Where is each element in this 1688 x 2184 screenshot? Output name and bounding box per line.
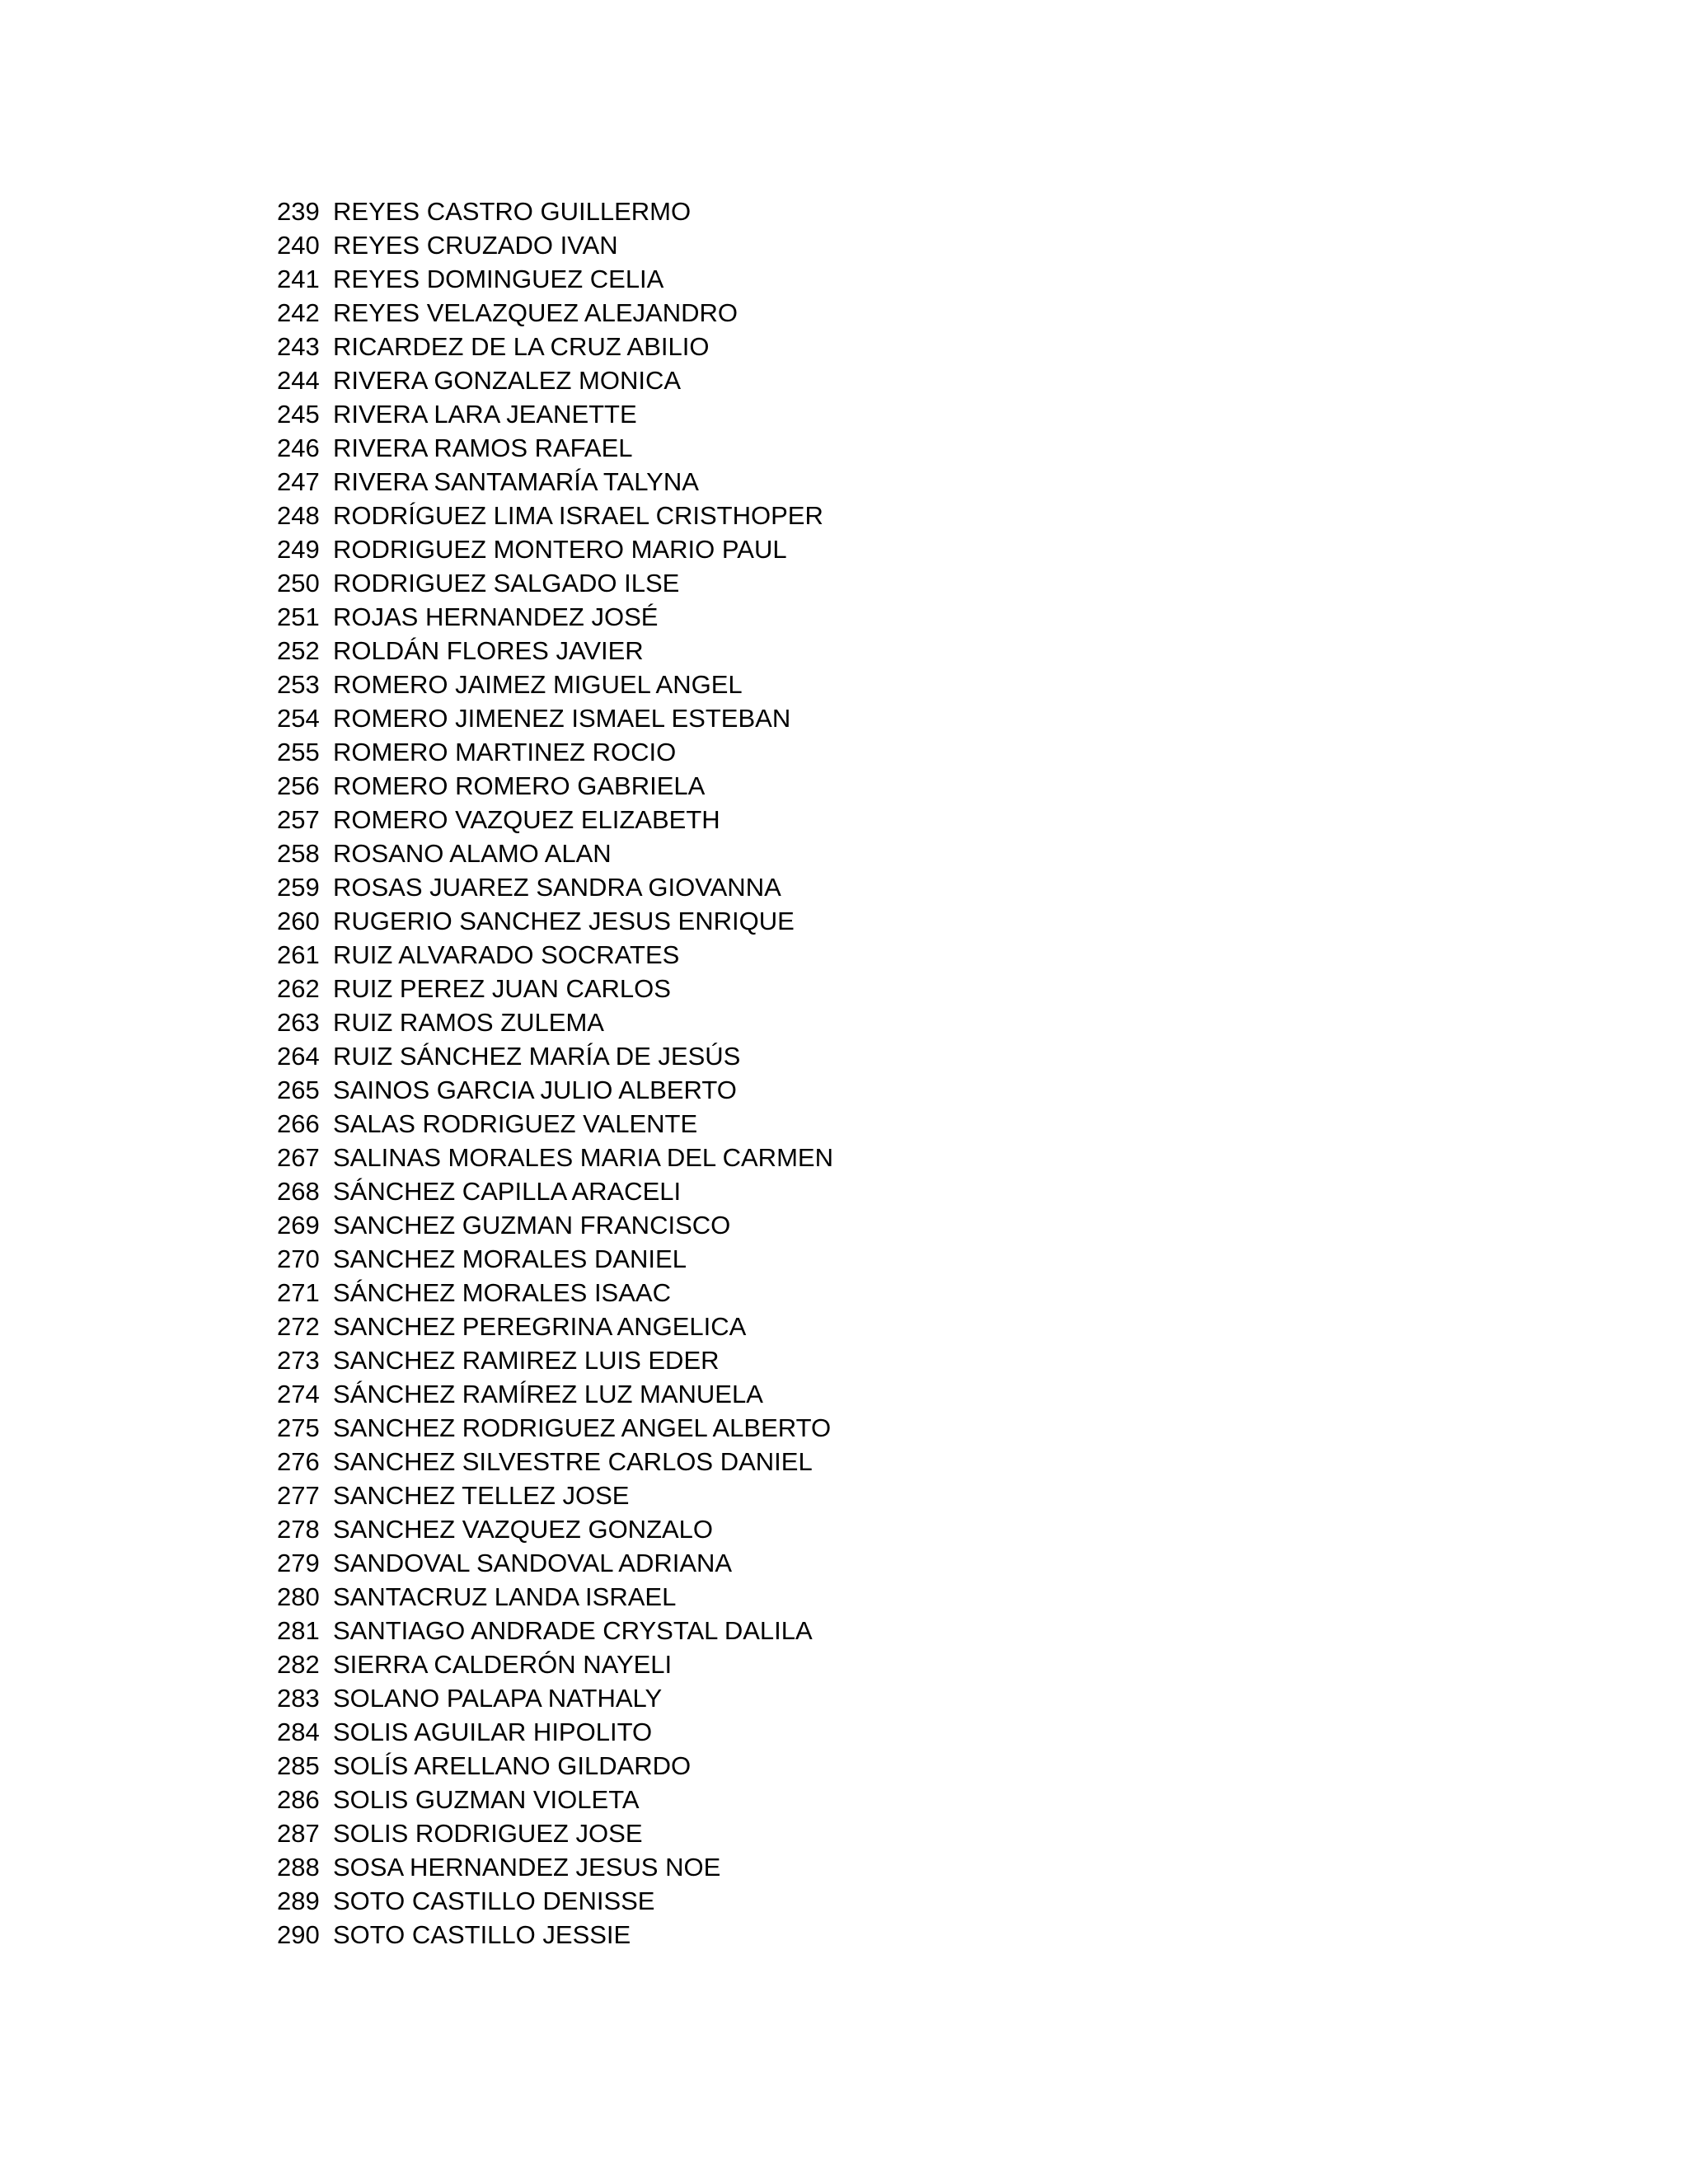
list-item xyxy=(277,1005,833,1039)
list-item xyxy=(277,1546,833,1580)
list-item xyxy=(277,1445,833,1479)
row-name: SANDOVAL SANDOVAL ADRIANA xyxy=(333,1549,733,1577)
list-item xyxy=(277,600,833,634)
row-number: 268 xyxy=(277,1177,320,1206)
list-item xyxy=(277,1850,833,1884)
row-name: REYES CRUZADO IVAN xyxy=(333,231,618,260)
list-item xyxy=(277,1073,833,1107)
row-number: 269 xyxy=(277,1211,320,1240)
row-number: 290 xyxy=(277,1920,320,1949)
row-number: 250 xyxy=(277,569,320,598)
row-name: SOLIS GUZMAN VIOLETA xyxy=(333,1785,640,1814)
row-number: 260 xyxy=(277,907,320,935)
row-number: 266 xyxy=(277,1109,320,1138)
row-name: SOSA HERNANDEZ JESUS NOE xyxy=(333,1853,721,1882)
row-name: ROMERO JAIMEZ MIGUEL ANGEL xyxy=(333,670,743,699)
row-number: 283 xyxy=(277,1684,320,1713)
row-number: 279 xyxy=(277,1549,320,1577)
list-item xyxy=(277,1343,833,1377)
list-item xyxy=(277,1715,833,1749)
row-name: ROSANO ALAMO ALAN xyxy=(333,839,612,868)
list-item xyxy=(277,701,833,735)
row-name: SOLANO PALAPA NATHALY xyxy=(333,1684,663,1713)
row-number: 275 xyxy=(277,1413,320,1442)
list-item xyxy=(277,1918,833,1952)
list-item xyxy=(277,634,833,668)
row-name: RIVERA RAMOS RAFAEL xyxy=(333,434,633,462)
row-number: 256 xyxy=(277,771,320,800)
row-number: 281 xyxy=(277,1616,320,1645)
row-number: 289 xyxy=(277,1886,320,1915)
list-item xyxy=(277,330,833,363)
row-number: 274 xyxy=(277,1380,320,1408)
row-name: REYES DOMINGUEZ CELIA xyxy=(333,265,664,293)
list-item xyxy=(277,296,833,330)
row-name: SIERRA CALDERÓN NAYELI xyxy=(333,1650,673,1679)
list-item xyxy=(277,1208,833,1242)
row-number: 240 xyxy=(277,231,320,260)
row-number: 271 xyxy=(277,1278,320,1307)
row-number: 267 xyxy=(277,1143,320,1172)
row-number: 258 xyxy=(277,839,320,868)
row-number: 246 xyxy=(277,434,320,462)
row-name: SOLÍS ARELLANO GILDARDO xyxy=(333,1751,692,1780)
row-number: 251 xyxy=(277,602,320,631)
row-name: RUGERIO SANCHEZ JESUS ENRIQUE xyxy=(333,907,795,935)
list-item xyxy=(277,1647,833,1681)
row-name: SAINOS GARCIA JULIO ALBERTO xyxy=(333,1076,737,1104)
row-name: ROMERO ROMERO GABRIELA xyxy=(333,771,706,800)
row-number: 263 xyxy=(277,1008,320,1037)
row-name: SÁNCHEZ MORALES ISAAC xyxy=(333,1278,671,1307)
row-number: 277 xyxy=(277,1481,320,1510)
row-name: SOTO CASTILLO JESSIE xyxy=(333,1920,631,1949)
row-number: 245 xyxy=(277,400,320,429)
row-number: 276 xyxy=(277,1447,320,1476)
row-name: ROLDÁN FLORES JAVIER xyxy=(333,636,644,665)
row-name: SANCHEZ GUZMAN FRANCISCO xyxy=(333,1211,731,1240)
row-name: SANCHEZ RODRIGUEZ ANGEL ALBERTO xyxy=(333,1413,832,1442)
list-item xyxy=(277,1242,833,1276)
row-number: 261 xyxy=(277,940,320,969)
list-item xyxy=(277,668,833,701)
list-item xyxy=(277,1614,833,1647)
row-name: SOLIS AGUILAR HIPOLITO xyxy=(333,1718,653,1746)
row-name: SANCHEZ VAZQUEZ GONZALO xyxy=(333,1515,714,1544)
row-number: 255 xyxy=(277,738,320,766)
list-item xyxy=(277,904,833,938)
row-number: 249 xyxy=(277,535,320,564)
row-name: SÁNCHEZ CAPILLA ARACELI xyxy=(333,1177,682,1206)
row-number: 278 xyxy=(277,1515,320,1544)
row-number: 253 xyxy=(277,670,320,699)
list-item xyxy=(277,1580,833,1614)
list-item xyxy=(277,1377,833,1411)
list-item xyxy=(277,735,833,769)
list-item xyxy=(277,363,833,397)
row-number: 252 xyxy=(277,636,320,665)
row-name: SOTO CASTILLO DENISSE xyxy=(333,1886,655,1915)
row-name: SALINAS MORALES MARIA DEL CARMEN xyxy=(333,1143,833,1172)
row-number: 242 xyxy=(277,298,320,327)
list-item xyxy=(277,1039,833,1073)
row-number: 243 xyxy=(277,332,320,361)
row-number: 284 xyxy=(277,1718,320,1746)
row-name: SANTIAGO ANDRADE CRYSTAL DALILA xyxy=(333,1616,813,1645)
row-name: REYES VELAZQUEZ ALEJANDRO xyxy=(333,298,738,327)
row-number: 282 xyxy=(277,1650,320,1679)
row-number: 273 xyxy=(277,1346,320,1375)
list-item xyxy=(277,837,833,870)
row-number: 259 xyxy=(277,873,320,902)
list-item xyxy=(277,803,833,837)
row-name: SANCHEZ TELLEZ JOSE xyxy=(333,1481,630,1510)
row-name: RIVERA LARA JEANETTE xyxy=(333,400,637,429)
row-number: 241 xyxy=(277,265,320,293)
list-item xyxy=(277,1884,833,1918)
list-item xyxy=(277,431,833,465)
row-name: RUIZ SÁNCHEZ MARÍA DE JESÚS xyxy=(333,1042,741,1071)
name-list xyxy=(277,194,833,1952)
row-name: SANTACRUZ LANDA ISRAEL xyxy=(333,1582,677,1611)
row-name: SÁNCHEZ RAMÍREZ LUZ MANUELA xyxy=(333,1380,763,1408)
row-number: 262 xyxy=(277,974,320,1003)
list-item xyxy=(277,972,833,1005)
row-name: SANCHEZ PEREGRINA ANGELICA xyxy=(333,1312,747,1341)
row-name: ROJAS HERNANDEZ JOSÉ xyxy=(333,602,659,631)
list-item xyxy=(277,1783,833,1816)
row-name: RUIZ PEREZ JUAN CARLOS xyxy=(333,974,671,1003)
list-item xyxy=(277,1310,833,1343)
row-name: RUIZ RAMOS ZULEMA xyxy=(333,1008,604,1037)
list-item xyxy=(277,1749,833,1783)
list-item xyxy=(277,1107,833,1141)
row-number: 248 xyxy=(277,501,320,530)
list-item xyxy=(277,262,833,296)
row-number: 239 xyxy=(277,197,320,226)
list-item xyxy=(277,397,833,431)
row-number: 257 xyxy=(277,805,320,834)
list-item xyxy=(277,1276,833,1310)
list-item xyxy=(277,566,833,600)
row-number: 287 xyxy=(277,1819,320,1848)
row-name: RODRÍGUEZ LIMA ISRAEL CRISTHOPER xyxy=(333,501,823,530)
list-item xyxy=(277,1681,833,1715)
list-item xyxy=(277,465,833,499)
row-name: RIVERA SANTAMARÍA TALYNA xyxy=(333,467,699,496)
row-name: RODRIGUEZ MONTERO MARIO PAUL xyxy=(333,535,787,564)
row-name: SANCHEZ SILVESTRE CARLOS DANIEL xyxy=(333,1447,813,1476)
row-number: 264 xyxy=(277,1042,320,1071)
row-number: 285 xyxy=(277,1751,320,1780)
row-name: SANCHEZ RAMIREZ LUIS EDER xyxy=(333,1346,720,1375)
row-name: RICARDEZ DE LA CRUZ ABILIO xyxy=(333,332,710,361)
row-name: REYES CASTRO GUILLERMO xyxy=(333,197,692,226)
list-item xyxy=(277,1174,833,1208)
row-name: SALAS RODRIGUEZ VALENTE xyxy=(333,1109,698,1138)
list-item xyxy=(277,870,833,904)
list-item xyxy=(277,532,833,566)
row-name: RUIZ ALVARADO SOCRATES xyxy=(333,940,680,969)
row-number: 288 xyxy=(277,1853,320,1882)
list-item xyxy=(277,769,833,803)
row-number: 270 xyxy=(277,1244,320,1273)
list-item xyxy=(277,938,833,972)
list-item xyxy=(277,228,833,262)
row-number: 286 xyxy=(277,1785,320,1814)
row-number: 247 xyxy=(277,467,320,496)
row-name: RODRIGUEZ SALGADO ILSE xyxy=(333,569,680,598)
list-item xyxy=(277,1411,833,1445)
row-number: 254 xyxy=(277,704,320,733)
list-item xyxy=(277,194,833,228)
row-number: 244 xyxy=(277,366,320,395)
row-name: ROSAS JUAREZ SANDRA GIOVANNA xyxy=(333,873,781,902)
row-name: ROMERO MARTINEZ ROCIO xyxy=(333,738,677,766)
row-name: SANCHEZ MORALES DANIEL xyxy=(333,1244,687,1273)
list-item xyxy=(277,1816,833,1850)
list-item xyxy=(277,1512,833,1546)
list-item xyxy=(277,1479,833,1512)
list-item xyxy=(277,1141,833,1174)
row-number: 272 xyxy=(277,1312,320,1341)
row-name: RIVERA GONZALEZ MONICA xyxy=(333,366,682,395)
row-number: 265 xyxy=(277,1076,320,1104)
row-name: ROMERO VAZQUEZ ELIZABETH xyxy=(333,805,720,834)
list-item xyxy=(277,499,833,532)
row-number: 280 xyxy=(277,1582,320,1611)
row-name: SOLIS RODRIGUEZ JOSE xyxy=(333,1819,643,1848)
row-name: ROMERO JIMENEZ ISMAEL ESTEBAN xyxy=(333,704,791,733)
